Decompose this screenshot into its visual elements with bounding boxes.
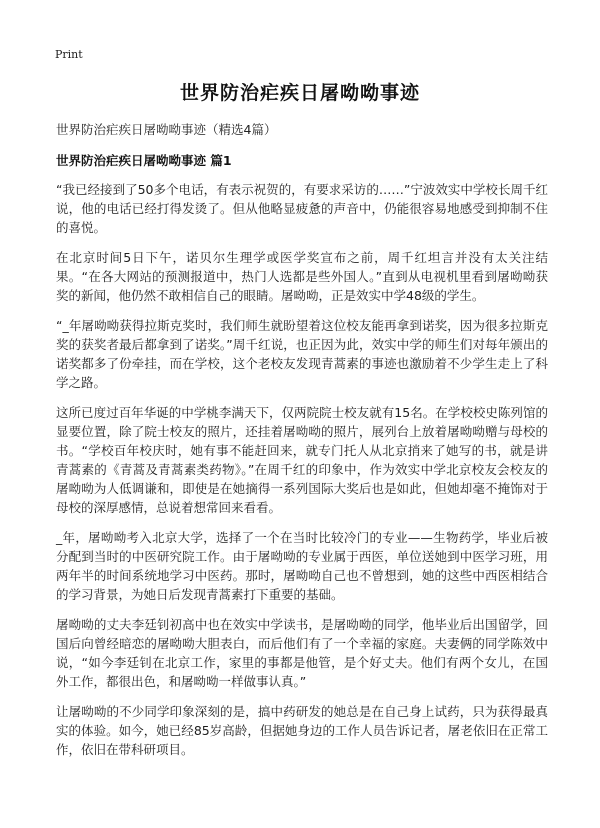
paragraph-2: 在北京时间5日下午，诺贝尔生理学或医学奖宣布之前，周千红坦言并没有太关注结果。“在各大网站的预测报道中，热门人选都是些外国人。”直到从电视机里看到屠呦呦获奖的新闻，他仍然不敢相信自己的眼睛。屠呦呦，正是效实中学48级的学生。 [56, 250, 548, 303]
section-heading: 世界防治疟疾日屠呦呦事迹 篇1 [56, 153, 232, 168]
paragraph-1: “我已经接到了50多个电话，有表示祝贺的，有要求采访的……”宁波效实中学校长周千红说，他的电话已经打得发烫了。但从他略显疲惫的声音中，仍能很容易地感受到抑制不住的喜悦。 [56, 182, 548, 235]
print-link[interactable]: Print [55, 48, 83, 61]
paragraph-4: 这所已度过百年华诞的中学桃李满天下，仅两院院士校友就有15名。在学校校史陈列馆的显要位置，除了院士校友的照片，还挂着屠呦呦的照片，展列台上放着屠呦呦赠与母校的书。“学校百年校庆时，她有事不能赶回来，就专门托人从北京捎来了她写的书，就是讲青蒿素的《青蒿及青蒿素类药物》。”在周千红的印象中，作为效实中学北京校友会校友的屠呦呦为人低调谦和，即使是在她摘得一系列国际大奖后也是如此，但她却毫不掩饰对于母校的深厚感情，总说着想常回来看看。 [56, 405, 548, 515]
paragraph-3: “_年屠呦呦获得拉斯克奖时，我们师生就盼望着这位校友能再拿到诺奖，因为很多拉斯克奖的获奖者最后都拿到了诺奖。”周千红说，也正因为此，效实中学的师生们对每年颁出的诺奖都多了份牵挂，而在学校，这个老校友发现青蒿素的事迹也激励着不少学生走上了科学之路。 [56, 318, 548, 390]
paragraph-5: _年，屠呦呦考入北京大学，选择了一个在当时比较冷门的专业——生物药学，毕业后被分配到当时的中医研究院工作。由于屠呦呦的专业属于西医，单位送她到中医学习班，用两年半的时间系统地学习中医药。那时，屠呦呦自己也不曾想到，她的这些中西医相结合的学习背景，为她日后发现青蒿素打下重要的基础。 [56, 530, 548, 602]
article-body [56, 180, 548, 770]
page-title: 世界防治疟疾日屠呦呦事迹 [179, 82, 420, 104]
paragraph-6: 屠呦呦的丈夫李廷钊初高中也在效实中学读书，是屠呦呦的同学，他毕业后出国留学，回国后向曾经暗恋的屠呦呦大胆表白，而后他们有了一个幸福的家庭。夫妻俩的同学陈效中说，“如今李廷钊在北京工作，家里的事都是他管，是个好丈夫。他们有两个女儿，在国外工作，都很出色，和屠呦呦一样做事认真。” [56, 617, 548, 689]
document-subtitle: 世界防治疟疾日屠呦呦事迹（精选4篇） [56, 122, 277, 137]
paragraph-7: 让屠呦呦的不少同学印象深刻的是，搞中药研发的她总是在自己身上试药，只为获得最真实的体验。如今，她已经85岁高龄，但据她身边的工作人员告诉记者，屠老依旧在正常工作，依旧在带科研项目。 [56, 704, 548, 757]
